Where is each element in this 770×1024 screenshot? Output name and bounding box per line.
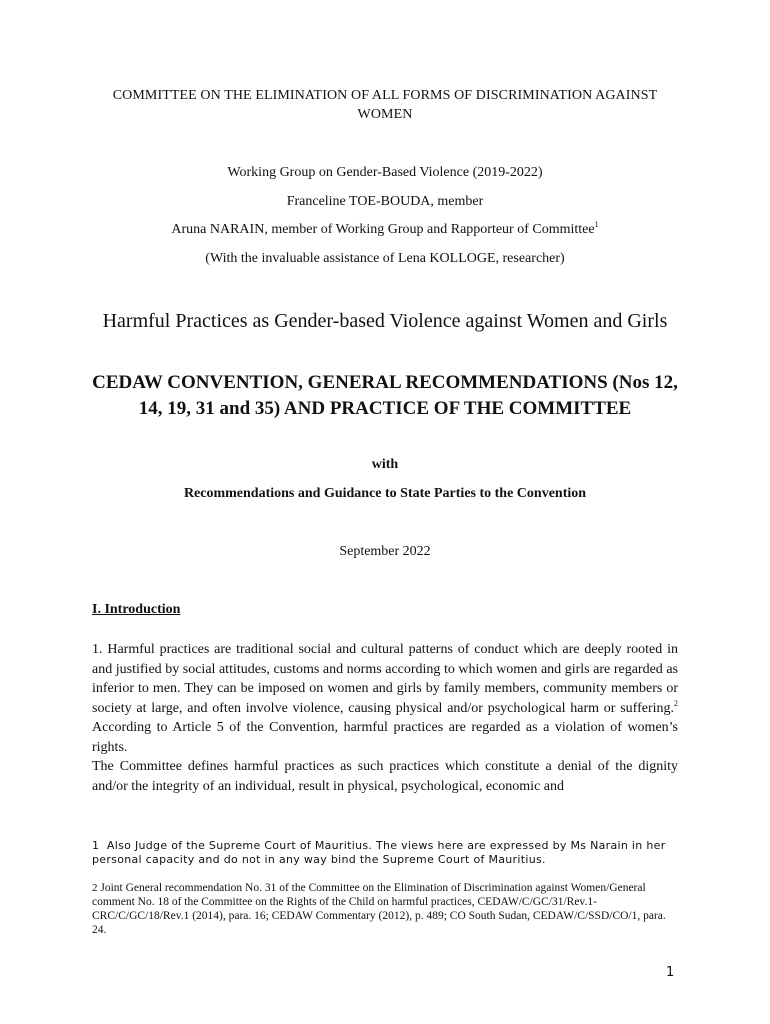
paragraph-1-text-b: According to Article 5 of the Convention, harmful practices are regarded as a violation of women’s rights. <box>92 720 678 755</box>
section-heading-introduction: I. Introduction <box>92 602 181 617</box>
footnote-1 <box>92 839 672 867</box>
author-narain <box>92 221 678 239</box>
paragraph-1-text-a: 1. Harmful practices are traditional social and cultural patterns of conduct which are deeply rooted in and justified by social attitudes, customs and norms according to which women and girls are regarded as inferior to men. They can be imposed on women and girls by family members, community members or society at large, and often involve violence, causing physical and/or psychological harm or suffering. <box>92 642 678 716</box>
footnote-ref-1[interactable]: 1 <box>594 220 599 229</box>
page-number: 1 <box>666 965 675 980</box>
footnote-ref-2[interactable]: 2 <box>674 698 678 708</box>
footnote-1-number: 1 <box>92 839 100 852</box>
footnote-2-text: Joint General recommendation No. 31 of the Committee on the Elimination of Discrimination against Women/General comment No. 18 of the Committee on the Rights of the Child on harmful practices, CEDAW/C/GC/31/Rev.1-CRC/C/GC/18/Rev.1 (2014), para. 16; CEDAW Commentary (2012), p. 489; CO South Sudan, CEDAW/C/SSD/CO/1, para. 24. <box>92 882 666 936</box>
paragraph-2: The Committee defines harmful practices as such practices which constitute a denial of the dignity and/or the integrity of an individual, result in physical, psychological, economic and <box>92 759 678 794</box>
with-label: with <box>371 457 399 472</box>
footnote-2 <box>92 881 672 937</box>
footnote-1-text: Also Judge of the Supreme Court of Mauritius. The views here are expressed by Ms Narain in her personal capacity and do not in any way bind the Supreme Court of Mauritius. <box>92 839 666 866</box>
introduction-body <box>92 640 678 796</box>
footnote-2-number: 2 <box>92 882 98 894</box>
document-main-title: CEDAW CONVENTION, GENERAL RECOMMENDATIONS (Nos 12, 14, 19, 31 and 35) AND PRACTICE OF THE COMMITTEE <box>92 372 678 419</box>
author-narain-text: Aruna NARAIN, member of Working Group and Rapporteur of Committee <box>171 222 595 237</box>
committee-heading: COMMITTEE ON THE ELIMINATION OF ALL FORMS OF DISCRIMINATION AGAINST WOMEN <box>112 88 658 122</box>
paragraph-1 <box>92 640 678 757</box>
document-subtitle: Harmful Practices as Gender-based Violence against Women and Girls <box>102 310 668 332</box>
document-date: September 2022 <box>339 544 431 559</box>
recommendations-heading: Recommendations and Guidance to State Parties to the Convention <box>183 486 587 501</box>
working-group-line: Working Group on Gender-Based Violence (2019-2022) <box>227 165 543 180</box>
author-toe-bouda: Franceline TOE-BOUDA, member <box>286 194 484 209</box>
assistance-line: (With the invaluable assistance of Lena KOLLOGE, researcher) <box>205 251 565 266</box>
